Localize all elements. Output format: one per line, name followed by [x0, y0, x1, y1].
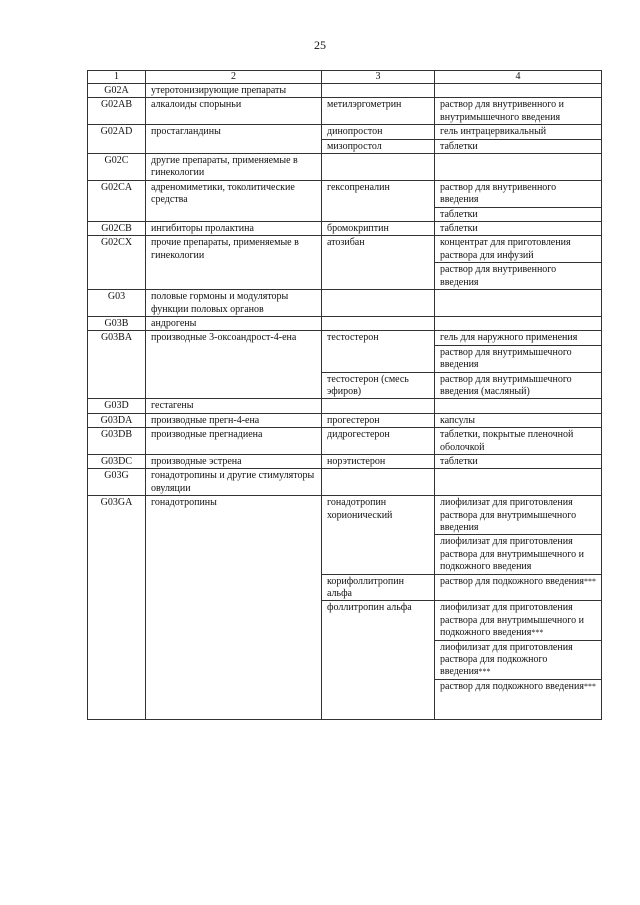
- dosage-form: [435, 290, 602, 317]
- dosage-form: [435, 679, 602, 719]
- table-row: [88, 154, 602, 181]
- atc-code: G02AD: [88, 125, 146, 154]
- table-row: [88, 331, 602, 345]
- dosage-form: таблетки: [435, 222, 602, 236]
- pharmacological-group: адреномиметики, токолитические средства: [146, 180, 322, 221]
- dosage-form-text: раствор для подкожного введения: [440, 575, 584, 587]
- dosage-form: концентрат для приготовления раствора для инфузий: [435, 236, 602, 263]
- atc-code: G03B: [88, 316, 146, 330]
- drug-name: гексопреналин: [322, 180, 435, 221]
- drug-name: тестостерон (смесь эфиров): [322, 372, 435, 399]
- footnote-mark: ***: [583, 576, 596, 586]
- dosage-form: гель для наружного применения: [435, 331, 602, 345]
- dosage-form: [435, 574, 602, 601]
- pharmacological-group: другие препараты, применяемые в гинекологии: [146, 154, 322, 181]
- drug-name: динопростон: [322, 125, 435, 139]
- dosage-form: раствор для внутривенного и внутримышечного введения: [435, 98, 602, 125]
- table-row: [88, 413, 602, 427]
- dosage-form: [435, 601, 602, 640]
- atc-code: G03G: [88, 469, 146, 496]
- drug-name: норэтистерон: [322, 454, 435, 468]
- dosage-form: [435, 399, 602, 413]
- pharmacological-group: производные 3-оксоандрост-4-ена: [146, 331, 322, 399]
- table-row: [88, 125, 602, 139]
- drug-name: мизопростол: [322, 139, 435, 153]
- pharmacological-group: простагландины: [146, 125, 322, 154]
- atc-code: G02CB: [88, 222, 146, 236]
- atc-code: G03GA: [88, 496, 146, 720]
- atc-code: G02C: [88, 154, 146, 181]
- table-row: [88, 399, 602, 413]
- dosage-form: раствор для внутримышечного введения (масляный): [435, 372, 602, 399]
- dosage-form-text: лиофилизат для приготовления раствора для внутримышечного и подкожного введения: [440, 602, 584, 639]
- atc-code: G03: [88, 290, 146, 317]
- dosage-form: лиофилизат для приготовления раствора для внутримышечного и подкожного введения: [435, 535, 602, 574]
- dosage-form: [435, 84, 602, 98]
- atc-code: G03DA: [88, 413, 146, 427]
- table-row: [88, 290, 602, 317]
- pharmacological-group: ингибиторы пролактина: [146, 222, 322, 236]
- pharmacological-group: андрогены: [146, 316, 322, 330]
- pharmacological-group: производные эстрена: [146, 454, 322, 468]
- drug-name: метилэргометрин: [322, 98, 435, 125]
- atc-code: G03D: [88, 399, 146, 413]
- drug-name: гонадотропин хорионический: [322, 496, 435, 574]
- atc-code: G02CX: [88, 236, 146, 290]
- dosage-form: раствор для внутривенного введения: [435, 180, 602, 207]
- pharmacological-group: гестагены: [146, 399, 322, 413]
- drug-name: [322, 469, 435, 496]
- table-row: [88, 316, 602, 330]
- table-row: [88, 180, 602, 207]
- pharmacological-group: гонадотропины: [146, 496, 322, 720]
- table-row: [88, 98, 602, 125]
- pharmacological-group: гонадотропины и другие стимуляторы овуляции: [146, 469, 322, 496]
- pharmacological-group: производные прегн-4-ена: [146, 413, 322, 427]
- table-row: [88, 496, 602, 535]
- dosage-form-text: лиофилизат для приготовления раствора для подкожного введения: [440, 641, 573, 678]
- footnote-mark: ***: [478, 667, 491, 677]
- dosage-form: раствор для внутримышечного введения: [435, 345, 602, 372]
- atc-code: G02AB: [88, 98, 146, 125]
- dosage-form: [435, 469, 602, 496]
- medicines-table: [87, 70, 602, 720]
- atc-code: G02A: [88, 84, 146, 98]
- drug-name: бромокриптин: [322, 222, 435, 236]
- table-row: [88, 84, 602, 98]
- table-row: [88, 454, 602, 468]
- footnote-mark: ***: [583, 681, 596, 691]
- drug-name: атозибан: [322, 236, 435, 290]
- drug-name: [322, 290, 435, 317]
- drug-name: тестостерон: [322, 331, 435, 372]
- drug-name: корифоллитропин альфа: [322, 574, 435, 601]
- pharmacological-group: производные прегнадиена: [146, 428, 322, 455]
- pharmacological-group: половые гормоны и модуляторы функции половых органов: [146, 290, 322, 317]
- pharmacological-group: прочие препараты, применяемые в гинекологии: [146, 236, 322, 290]
- table-row: [88, 469, 602, 496]
- dosage-form: таблетки: [435, 139, 602, 153]
- pharmacological-group: алкалоиды спорыньи: [146, 98, 322, 125]
- table-row: [88, 428, 602, 455]
- dosage-form: [435, 154, 602, 181]
- drug-name: [322, 399, 435, 413]
- dosage-form-text: раствор для подкожного введения: [440, 680, 584, 692]
- table-row: [88, 222, 602, 236]
- dosage-form: раствор для внутривенного введения: [435, 263, 602, 290]
- atc-code: G03BA: [88, 331, 146, 399]
- dosage-form: [435, 640, 602, 679]
- drug-name: [322, 154, 435, 181]
- drug-name: прогестерон: [322, 413, 435, 427]
- column-header: 4: [435, 71, 602, 84]
- atc-code: G02CA: [88, 180, 146, 221]
- page-number: 25: [314, 38, 326, 52]
- drug-name: дидрогестерон: [322, 428, 435, 455]
- dosage-form: таблетки: [435, 207, 602, 221]
- footnote-mark: ***: [531, 628, 544, 638]
- dosage-form: лиофилизат для приготовления раствора для внутримышечного введения: [435, 496, 602, 535]
- dosage-form: таблетки: [435, 454, 602, 468]
- drug-name: фоллитропин альфа: [322, 601, 435, 719]
- column-header: 1: [88, 71, 146, 84]
- atc-code: G03DB: [88, 428, 146, 455]
- column-header: 3: [322, 71, 435, 84]
- table-row: [88, 236, 602, 263]
- drug-name: [322, 84, 435, 98]
- dosage-form: [435, 316, 602, 330]
- dosage-form: капсулы: [435, 413, 602, 427]
- table-header-row: [88, 71, 602, 84]
- dosage-form: гель интрацервикальный: [435, 125, 602, 139]
- atc-code: G03DC: [88, 454, 146, 468]
- column-header: 2: [146, 71, 322, 84]
- dosage-form: таблетки, покрытые пленочной оболочкой: [435, 428, 602, 455]
- drug-name: [322, 316, 435, 330]
- pharmacological-group: утеротонизирующие препараты: [146, 84, 322, 98]
